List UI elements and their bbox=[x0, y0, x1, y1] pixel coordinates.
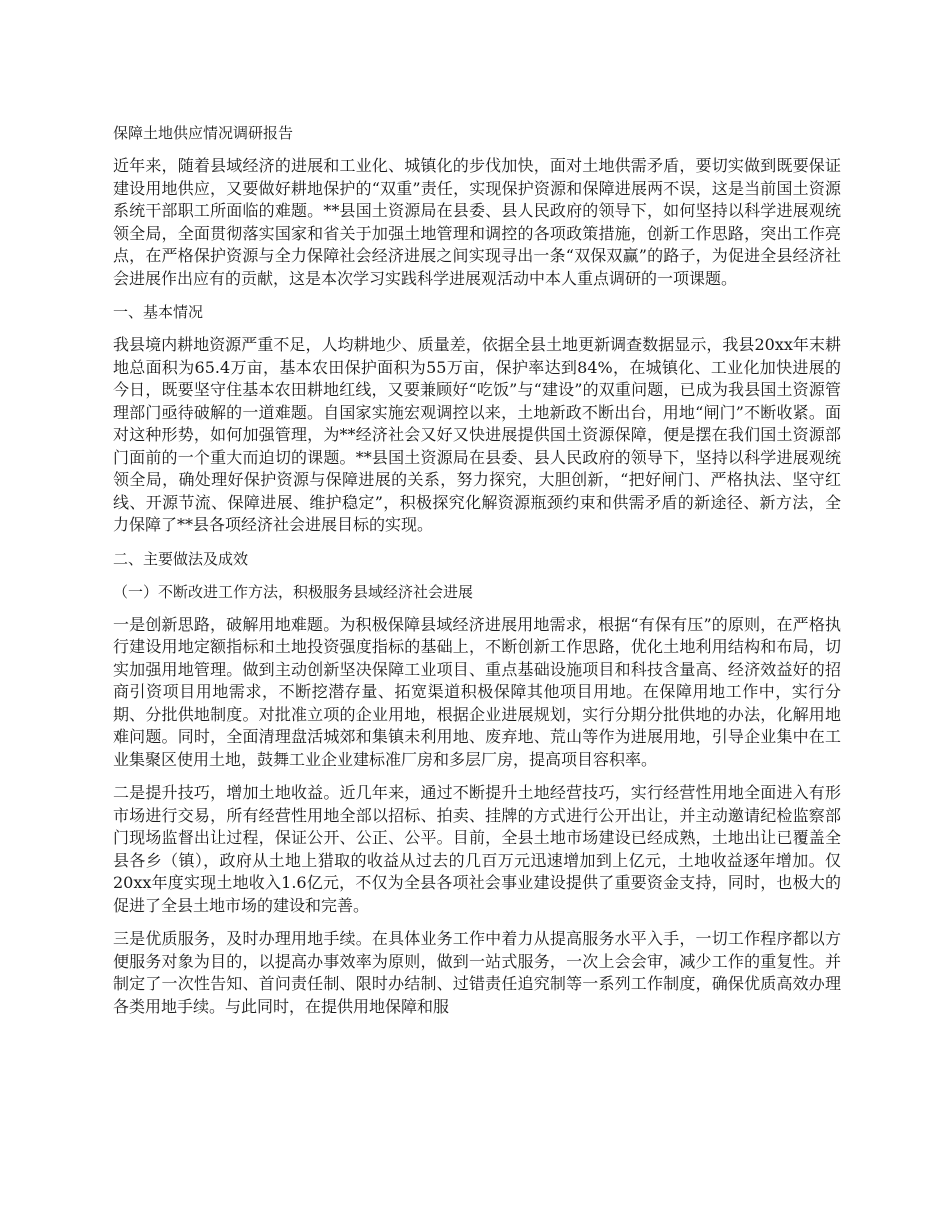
section-1-paragraph: 我县境内耕地资源严重不足，人均耕地少、质量差，依据全县土地更新调查数据显示，我县20xx年末耕地总面积为65.4万亩，基本农田保护面积为55万亩，保护率达到84%，在城镇化、工业化加快进展的今日，既要坚守住基本农田耕地红线，又要兼顾好“吃饭”与“建设”的双重问题，已成为我县国土资源管理部门亟待破解的一道难题。自国家实施宏观调控以来，土地新政不断出台，用地“闸门”不断收紧。面对这种形势，如何加强管理，为**经济社会又好又快进展提供国土资源保障，便是摆在我们国土资源部门面前的一个重大而迫切的课题。**县国土资源局在县委、县人民政府的领导下，坚持以科学进展观统领全局，确处理好保护资源与保障进展的关系，努力探究，大胆创新，“把好闸门、严格执法、坚守红线、开源节流、保障进展、维护稳定”，积极探究化解资源瓶颈约束和供需矛盾的新途径、新方法，全力保障了**县各项经济社会进展目标的实现。 bbox=[113, 335, 841, 534]
intro-paragraph: 近年来，随着县域经济的进展和工业化、城镇化的步伐加快，面对土地供需矛盾，要切实做到既要保证建设用地供应，又要做好耕地保护的“双重”责任，实现保护资源和保障进展两不误，这是当前国土资源系统干部职工所面临的难题。**县国土资源局在县委、县人民政府的领导下，如何坚持以科学进展观统领全局，全面贯彻落实国家和省关于加强土地管理和调控的各项政策措施，创新工作思路，突出工作亮点，在严格保护资源与全力保障社会经济进展之间实现寻出一条“双保双赢”的路子，为促进全县经济社会进展作出应有的贡献，这是本次学习实践科学进展观活动中本人重点调研的一项课题。 bbox=[113, 156, 841, 288]
point-1-paragraph: 一是创新思路，破解用地难题。为积极保障县域经济进展用地需求，根据“有保有压”的原则，在严格执行建设用地定额指标和土地投资强度指标的基础上，不断创新工作思路，优化土地利用结构和布局，切实加强用地管理。做到主动创新坚决保障工业项目、重点基础设施项目和科技含量高、经济效益好的招商引资项目用地需求，不断挖潜存量、拓宽渠道积极保障其他项目用地。在保障用地工作中，实行分期、分批供地制度。对批准立项的企业用地，根据企业进展规划，实行分期分批供地的办法，化解用地难问题。同时，全面清理盘活城郊和集镇未利用地、废弃地、荒山等作为进展用地，引导企业集中在工业集聚区使用土地，鼓舞工业企业建标准厂房和多层厂房，提高项目容积率。 bbox=[113, 614, 841, 769]
point-2-paragraph: 二是提升技巧，增加土地收益。近几年来，通过不断提升土地经营技巧，实行经营性用地全面进入有形市场进行交易，所有经营性用地全部以招标、拍卖、挂牌的方式进行公开出让，并主动邀请纪检监察部门现场监督出让过程，保证公开、公正、公平。目前，全县土地市场建设已经成熟，土地出让已覆盖全县各乡（镇），政府从土地上猎取的收益从过去的几百万元迅速增加到上亿元，土地收益逐年增加。仅20xx年度实现土地收入1.6亿元，不仅为全县各项社会事业建设提供了重要资金支持，同时，也极大的促进了全县土地市场的建设和完善。 bbox=[113, 783, 841, 915]
document-title: 保障土地供应情况调研报告 bbox=[113, 124, 294, 142]
section-2-heading: 二、主要做法及成效 bbox=[113, 549, 249, 568]
point-3-paragraph: 三是优质服务，及时办理用地手续。在具体业务工作中着力从提高服务水平入手，一切工作程序都以方便服务对象为目的，以提高办事效率为原则，做到一站式服务，一次上会会审，减少工作的重复性。并制定了一次性告知、首问责任制、限时办结制、过错责任追究制等一系列工作制度，确保优质高效办理各类用地手续。与此同时，在提供用地保障和服 bbox=[113, 929, 841, 1016]
document-page bbox=[113, 122, 841, 1029]
subsection-1-heading: （一）不断改进工作方法，积极服务县域经济社会进展 bbox=[113, 582, 474, 601]
section-1-heading: 一、基本情况 bbox=[113, 303, 204, 321]
